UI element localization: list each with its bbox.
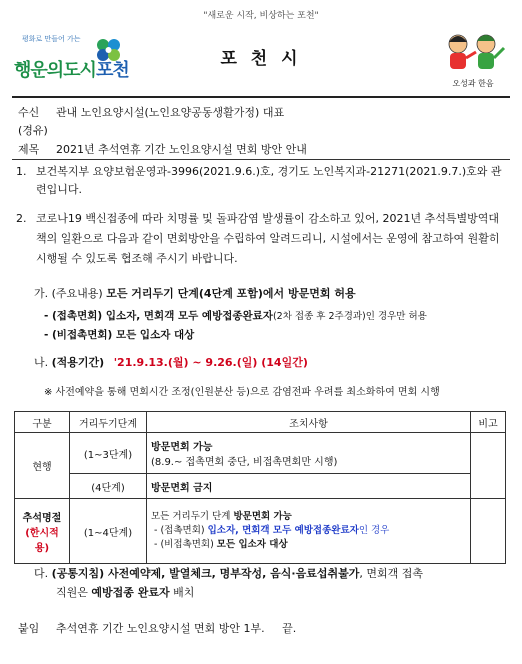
item-da-line-2: 직원은 예방접종 완료자 배치	[56, 586, 195, 599]
header-divider	[12, 96, 510, 98]
current-stage-1: (1~3단계)	[70, 433, 147, 474]
visit-policy-table	[14, 411, 506, 564]
chuseok-remarks	[471, 499, 506, 564]
note: ※ 사전예약을 통해 면회시간 조정(인원분산 등)으로 감염전파 우려를 최소화하여 면회 시행	[44, 387, 440, 398]
chuseok-action	[147, 499, 471, 564]
mascot-caption: 오성과 한음	[452, 79, 494, 88]
item-ga-sub2-text: - (비접촉면회) 모든 입소자 대상	[44, 329, 195, 341]
mascot-icon	[436, 30, 510, 76]
org-title: 포 천 시	[220, 49, 302, 69]
recipient-value: 관내 노인요양시설(노인요양공동생활가정) 대표	[56, 106, 285, 119]
table-header: 거리두기단계	[70, 412, 147, 433]
item-na-label: (적용기간)	[51, 356, 105, 369]
subject-label: 제목	[18, 143, 40, 156]
attachment-line	[18, 620, 296, 636]
chuseok-label-cell	[15, 499, 70, 564]
logo-name: 행운의도시포천	[14, 60, 129, 81]
table-row	[15, 474, 506, 499]
paragraph-2	[16, 209, 508, 269]
item-ga-sub2	[44, 327, 194, 342]
attachment-text: 추석연휴 기간 노인요양시설 면회 방안 1부.	[56, 622, 265, 635]
item-da-tail: , 면회객 접촉	[359, 567, 423, 580]
chuseok-line-2: - (접촉면회) 입소자, 면회객 모두 예방접종완료자인 경우	[154, 525, 390, 536]
item-da	[34, 565, 423, 581]
recipient-label: 수신	[18, 106, 40, 119]
current-action-1	[147, 433, 471, 474]
end-mark: 끝.	[282, 622, 297, 635]
current-label: 현행	[15, 433, 70, 499]
item-na-prefix: 나.	[34, 356, 52, 369]
subject-divider	[12, 159, 510, 160]
mascot	[436, 30, 510, 90]
table-header: 조치사항	[147, 412, 471, 433]
item-ga-prefix: 가. (주요내용)	[34, 287, 103, 300]
table-header: 비고	[471, 412, 506, 433]
chuseok-stage: (1~4단계)	[70, 499, 147, 564]
item-na-period: '21.9.13.(월) ~ 9.26.(일) (14일간)	[113, 356, 308, 369]
current-stage-2: (4단계)	[70, 474, 147, 499]
chuseok-label: 추석명절	[22, 512, 62, 524]
current-action-1-title: 방문면회 가능	[151, 442, 213, 453]
item-da-prefix: 다.	[34, 567, 52, 580]
slogan: "새로운 시작, 비상하는 포천"	[203, 11, 319, 21]
attachment-label: 붙임	[18, 622, 40, 635]
item-ga-bold: 모든 거리두기 단계(4단계 포함)에서 방문면회 허용	[106, 287, 356, 300]
item-na	[34, 354, 308, 370]
subject-value: 2021년 추석연휴 기간 노인요양시설 면회 방안 안내	[56, 143, 307, 156]
item-da-bold: (공통지침) 사전예약제, 발열체크, 명부작성, 음식·음료섭취불가	[51, 567, 360, 580]
table-row	[15, 433, 506, 474]
chuseok-line-1: 모든 거리두기 단계 방문면회 가능	[151, 511, 292, 522]
paragraph-1-number: 1.	[16, 165, 27, 178]
table-header: 구분	[15, 412, 70, 433]
via-row	[18, 122, 48, 138]
current-remarks	[471, 433, 506, 499]
recipient-row	[18, 104, 284, 120]
item-ga-sub1	[44, 308, 427, 323]
subject-row	[18, 141, 307, 157]
current-action-2	[147, 474, 471, 499]
paragraph-1	[16, 163, 508, 199]
paragraph-1-text: 보건복지부 요양보험운영과-3996(2021.9.6.)호, 경기도 노인복지과-21271(2021.9.7.)호와 관련입니다.	[36, 165, 502, 196]
item-ga	[34, 285, 356, 301]
logo-tagline: 평화로 만들어 가는	[22, 35, 81, 43]
chuseok-label-sub: (한시적용)	[25, 527, 59, 554]
item-ga-sub1-lead: - (접촉면회) 입소자, 면회객 모두 예방접종완료자	[44, 310, 273, 322]
chuseok-line-3: - (비접촉면회) 모든 입소자 대상	[154, 539, 288, 550]
current-action-1-detail: (8.9.~ 접촉면회 중단, 비접촉면회만 시행)	[151, 457, 338, 468]
table-row	[15, 499, 506, 564]
via-label: (경유)	[18, 124, 48, 137]
current-action-2-text: 방문면회 금지	[151, 482, 213, 494]
paragraph-2-text: 코로나19 백신접종에 따라 치명률 및 돌파감염 발생률이 감소하고 있어, 2021년 추석특별방역대책의 일환으로 다음과 같이 면회방안을 수립하여 알려드리니, 시설에서는 운영에 참고하여 원활히 시행될 수 있도록 협조해 주시기 바랍니다.	[36, 212, 500, 265]
table-header-row	[15, 412, 506, 433]
item-ga-sub1-tail: (2차 접종 후 2주경과)인 경우만 허용	[272, 311, 427, 322]
paragraph-2-number: 2.	[16, 212, 27, 225]
